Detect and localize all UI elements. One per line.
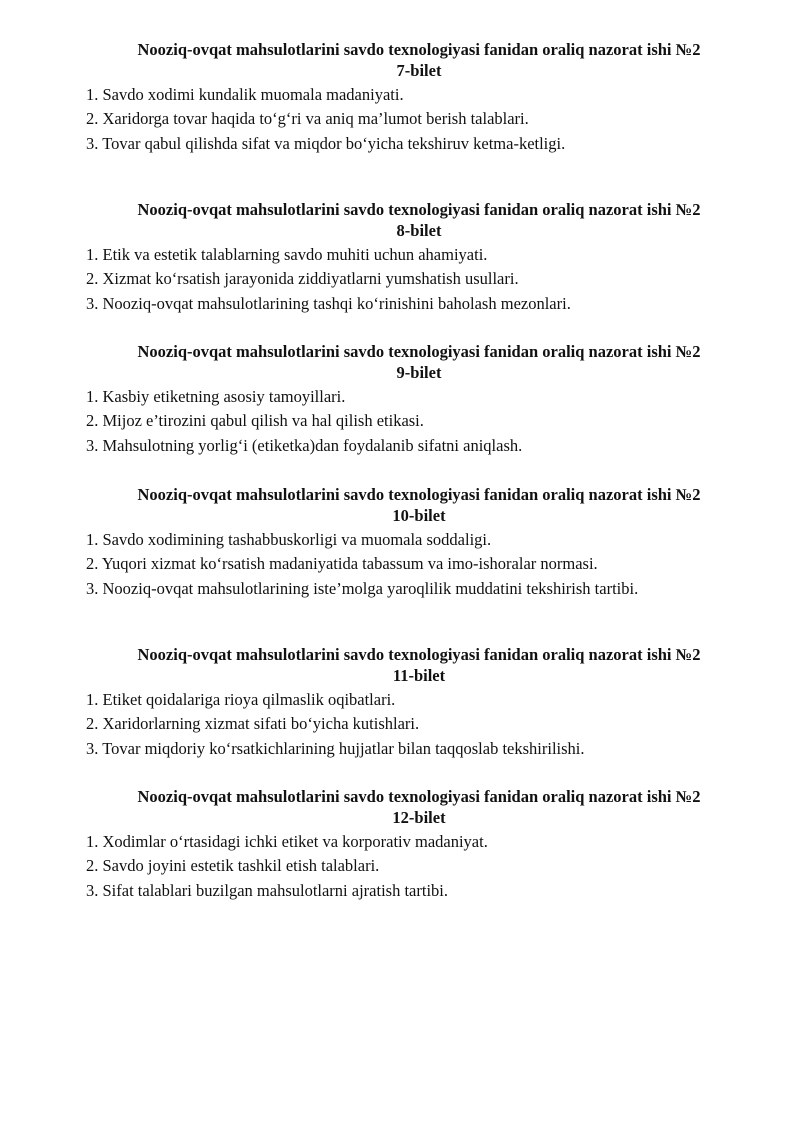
question-1: 1. Savdo xodimi kundalik muomala madaniyati.	[86, 85, 404, 104]
question-3: 3. Sifat talablari buzilgan mahsulotlarni ajratish tartibi.	[86, 880, 448, 900]
ticket-title: Nooziq-ovqat mahsulotlarini savdo texnologiyasi fanidan oraliq nazorat ishi №2	[137, 40, 701, 59]
ticket-11	[86, 644, 746, 761]
ticket-title: Nooziq-ovqat mahsulotlarini savdo texnologiyasi fanidan oraliq nazorat ishi №2	[137, 787, 701, 806]
ticket-title: Nooziq-ovqat mahsulotlarini savdo texnologiyasi fanidan oraliq nazorat ishi №2	[137, 200, 701, 219]
question-1: 1. Xodimlar o‘rtasidagi ichki etiket va korporativ madaniyat.	[86, 832, 488, 851]
ticket-10	[86, 484, 746, 601]
ticket-12	[86, 786, 746, 903]
question-3: 3. Tovar qabul qilishda sifat va miqdor bo‘yicha tekshiruv ketma-ketligi.	[86, 133, 566, 153]
ticket-9	[86, 341, 746, 458]
question-3: 3. Nooziq-ovqat mahsulotlarining iste’molga yaroqlilik muddatini tekshirish tartibi.	[86, 578, 639, 598]
ticket-number: 12-bilet	[392, 808, 446, 827]
question-1: 1. Etik va estetik talablarning savdo muhiti uchun ahamiyati.	[86, 245, 488, 264]
ticket-8	[86, 199, 746, 316]
question-2: 2. Yuqori xizmat ko‘rsatish madaniyatida tabassum va imo-ishoralar normasi.	[86, 554, 598, 574]
question-2: 2. Xizmat ko‘rsatish jarayonida ziddiyatlarni yumshatish usullari.	[86, 269, 519, 289]
ticket-number: 10-bilet	[392, 506, 446, 525]
ticket-number: 11-bilet	[392, 666, 446, 685]
ticket-title: Nooziq-ovqat mahsulotlarini savdo texnologiyasi fanidan oraliq nazorat ishi №2	[137, 342, 701, 361]
ticket-number: 8-bilet	[396, 221, 442, 240]
question-1: 1. Savdo xodimining tashabbuskorligi va muomala soddaligi.	[86, 530, 492, 549]
question-1: 1. Kasbiy etiketning asosiy tamoyillari.	[86, 387, 346, 406]
question-3: 3. Mahsulotning yorlig‘i (etiketka)dan foydalanib sifatni aniqlash.	[86, 435, 523, 455]
question-3: 3. Nooziq-ovqat mahsulotlarining tashqi ko‘rinishini baholash mezonlari.	[86, 293, 571, 313]
question-2: 2. Xaridorlarning xizmat sifati bo‘yicha kutishlari.	[86, 714, 420, 734]
ticket-7	[86, 39, 746, 156]
question-3: 3. Tovar miqdoriy ko‘rsatkichlarining hujjatlar bilan taqqoslab tekshirilishi.	[86, 738, 585, 758]
question-2: 2. Mijoz e’tirozini qabul qilish va hal qilish etikasi.	[86, 411, 424, 431]
ticket-title: Nooziq-ovqat mahsulotlarini savdo texnologiyasi fanidan oraliq nazorat ishi №2	[137, 485, 701, 504]
ticket-number: 9-bilet	[396, 363, 442, 382]
question-2: 2. Xaridorga tovar haqida to‘g‘ri va aniq ma’lumot berish talablari.	[86, 109, 529, 129]
question-2: 2. Savdo joyini estetik tashkil etish talablari.	[86, 856, 380, 876]
ticket-title: Nooziq-ovqat mahsulotlarini savdo texnologiyasi fanidan oraliq nazorat ishi №2	[137, 645, 701, 664]
ticket-number: 7-bilet	[396, 61, 442, 80]
question-1: 1. Etiket qoidalariga rioya qilmaslik oqibatlari.	[86, 690, 396, 709]
